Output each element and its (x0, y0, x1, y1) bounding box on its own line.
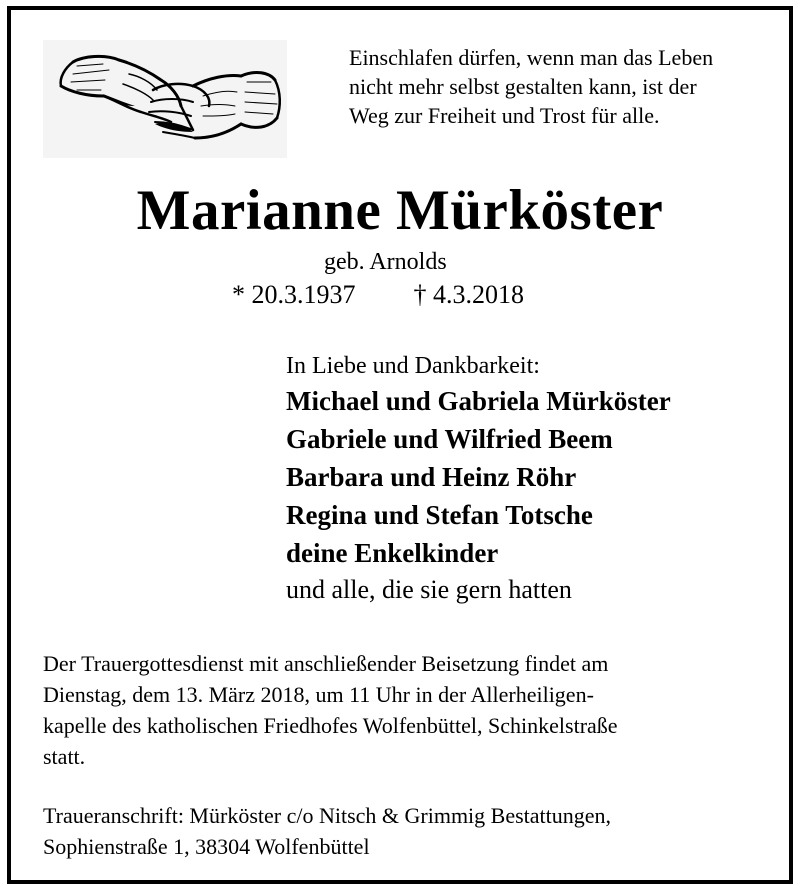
service-line: Dienstag, dem 13. März 2018, um 11 Uhr in der Allerheiligen- (43, 682, 594, 707)
quote-line: Einschlafen dürfen, wenn man das Leben (349, 45, 714, 70)
mourners-block (286, 350, 671, 608)
service-line: statt. (43, 744, 86, 769)
service-line: kapelle des katholischen Friedhofes Wolfenbüttel, Schinkelstraße (43, 713, 618, 738)
birth-date: * 20.3.1937 (232, 280, 356, 309)
address-line: Traueranschrift: Mürköster c/o Nitsch & Grimmig Bestattungen, (43, 803, 612, 828)
death-date: † 4.3.2018 (413, 280, 524, 309)
quote-line: nicht mehr selbst gestalten kann, ist der (349, 74, 697, 99)
mourner-name: Michael und Gabriela Mürköster (286, 386, 671, 416)
mourner-name: Regina und Stefan Totsche (286, 500, 593, 530)
mourner-name: deine Enkelkinder (286, 538, 499, 568)
address-line: Sophienstraße 1, 38304 Wolfenbüttel (43, 834, 370, 859)
deceased-name: Marianne Mürköster (136, 179, 664, 242)
memorial-quote (349, 43, 779, 130)
mourning-address (43, 800, 611, 862)
quote-line: Weg zur Freiheit und Trost für alle. (349, 103, 660, 128)
obituary-notice (7, 6, 793, 884)
life-dates (232, 279, 524, 311)
mourners-intro: In Liebe und Dankbarkeit: (286, 353, 540, 379)
service-line: Der Trauergottesdienst mit anschließender Beisetzung findet am (43, 651, 609, 676)
mourners-closing: und alle, die sie gern hatten (286, 575, 572, 604)
clasped-hands-icon (43, 40, 287, 158)
mourner-name: Gabriele und Wilfried Beem (286, 424, 613, 454)
mourner-name: Barbara und Heinz Röhr (286, 462, 577, 492)
funeral-service-info (43, 648, 763, 772)
maiden-name: geb. Arnolds (324, 249, 447, 275)
